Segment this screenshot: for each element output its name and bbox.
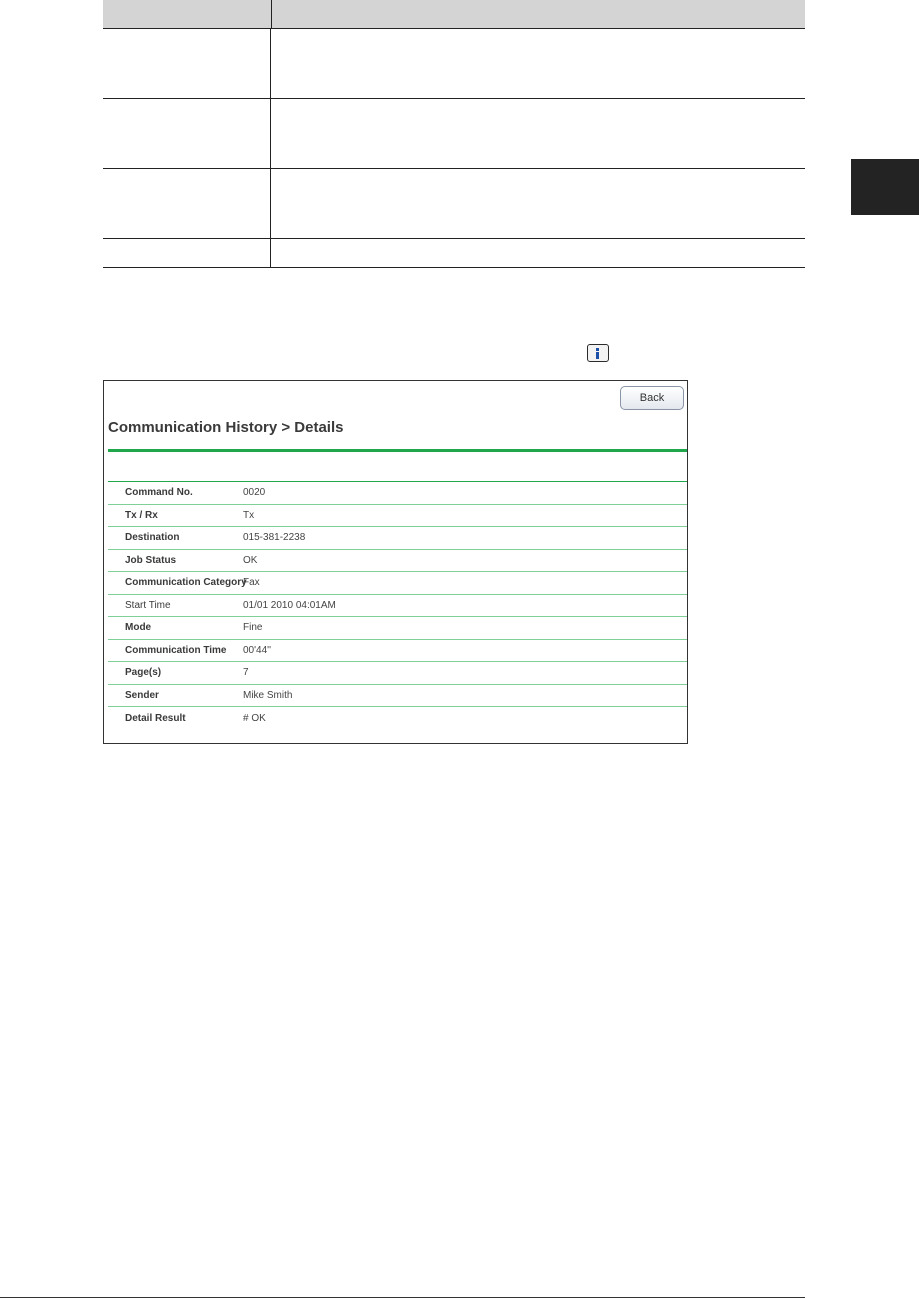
back-button[interactable]: Back: [620, 386, 684, 410]
detail-row: [108, 662, 687, 685]
manual-table-cell: [103, 29, 271, 98]
manual-table-cell: [271, 239, 805, 267]
manual-table-cell: [271, 169, 805, 238]
detail-value: 0020: [243, 487, 266, 499]
detail-value: 01/01 2010 04:01AM: [243, 599, 336, 611]
title-divider: [108, 449, 687, 452]
detail-label: Destination: [125, 532, 180, 544]
footer-divider: [0, 1297, 805, 1298]
detail-list: [108, 481, 687, 730]
detail-value: Fine: [243, 622, 263, 634]
manual-table-header-cell: [103, 0, 272, 28]
info-icon: [587, 344, 609, 362]
manual-table-header-cell: [272, 0, 805, 28]
manual-table-row: [103, 169, 805, 239]
detail-value: 00'44'': [243, 644, 271, 656]
manual-table-cell: [103, 169, 271, 238]
detail-label: Mode: [125, 622, 152, 634]
detail-value: 015-381-2238: [243, 532, 306, 544]
detail-row: [108, 482, 687, 505]
detail-label: Command No.: [125, 487, 193, 499]
detail-value: # OK: [243, 712, 266, 724]
manual-table-cell: [103, 99, 271, 168]
manual-table-cell: [103, 239, 271, 267]
detail-value: Fax: [243, 577, 260, 589]
detail-row: [108, 550, 687, 573]
chapter-tab: [851, 159, 919, 215]
detail-row: [108, 595, 687, 618]
detail-value: Mike Smith: [243, 689, 293, 701]
manual-table-row: [103, 99, 805, 169]
detail-label: Start Time: [125, 599, 171, 611]
detail-label: Communication Time: [125, 644, 227, 656]
detail-value: OK: [243, 554, 258, 566]
detail-value: 7: [243, 667, 249, 679]
detail-row: [108, 527, 687, 550]
manual-table-row: [103, 239, 805, 268]
info-icon-bar: [596, 352, 599, 359]
detail-row: [108, 505, 687, 528]
manual-table: [103, 0, 805, 268]
detail-row: [108, 640, 687, 663]
detail-row: [108, 617, 687, 640]
info-icon-dot: [596, 348, 599, 351]
detail-label: Communication Category: [125, 577, 247, 589]
manual-table-cell: [271, 29, 805, 98]
detail-row: [108, 572, 687, 595]
manual-table-row: [103, 29, 805, 99]
detail-value: Tx: [243, 509, 255, 521]
detail-label: Detail Result: [125, 712, 186, 724]
detail-label: Job Status: [125, 554, 177, 566]
detail-row: [108, 685, 687, 708]
detail-row: [108, 707, 687, 730]
detail-label: Tx / Rx: [125, 509, 158, 521]
manual-table-cell: [271, 99, 805, 168]
communication-history-details-screen: [103, 380, 688, 744]
manual-table-header: [103, 0, 805, 29]
page-title: Communication History > Details: [108, 419, 344, 436]
detail-label: Sender: [125, 689, 159, 701]
detail-label: Page(s): [125, 667, 162, 679]
